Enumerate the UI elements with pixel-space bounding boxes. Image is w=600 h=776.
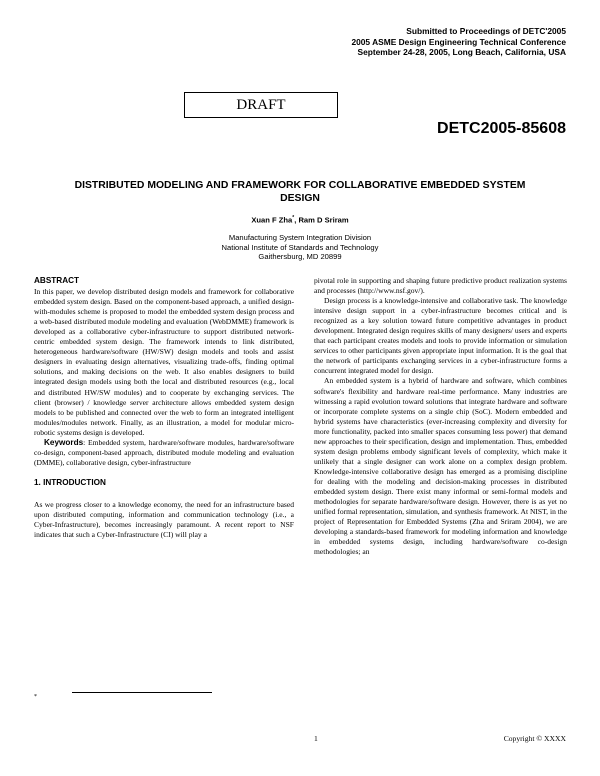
affiliation-line-1: Manufacturing System Integration Division (228, 233, 372, 242)
paper-id: DETC2005-85608 (437, 120, 566, 137)
intro-heading: 1. INTRODUCTION (34, 477, 106, 487)
conference-header (351, 26, 566, 58)
right-paragraph-1: pivotal role in supporting and shaping future predictive product realization systems and processes (http://www.nsf.gov/). (314, 276, 567, 296)
abstract-text: In this paper, we develop distributed design models and framework for collaborative embedded system design. Based on the component-based approach, a unified design-with-modules scheme is proposed to model the embedded system design process and a web-based distributed module modeling and evaluation (WebDMME) framework is developed as a collaborative cyber-infrastructure to support distributed network-centric embedded system design. The framework intends to link distributed, heterogeneous hardware/software (HW/SW) design models and tools and assist designers in evaluating design alternatives, visualizing trade-offs, finding optimal solutions, and making decisions on the web. It also enables designers to build integrated design models using both the local and distributed resources (e.g., local and distributed HW/SW modules) and to cooperate by exchanging services. The client (browser) / knowledge server architecture allows embedded system design models to be published and connected over the web to form an integrated intelligent modules/modules network. Finally, as an illustration, a model for modular micro-robotic systems design is developed. (34, 287, 294, 437)
conference-header-line-1: Submitted to Proceedings of DETC'2005 (406, 26, 566, 36)
draft-box: DRAFT (184, 92, 338, 118)
paper-title: DISTRIBUTED MODELING AND FRAMEWORK FOR COLLABORATIVE EMBEDDED SYSTEM DESIGN (74, 180, 526, 204)
conference-header-line-2: 2005 ASME Design Engineering Technical Conference (351, 36, 566, 47)
author-rest: , Ram D Sriram (294, 215, 349, 225)
right-paragraph-2: Design process is a knowledge-intensive and collaborative task. The knowledge intensive design support in a cyber-infrastructure becomes critical and is recognized as a key solution toward future competitive advantages in product development. Integrated design requires skills of many designers/ users and experts that each participant creates models and tools to provide information or simulation services to other participants given appropriate input information. It is the goal that the network of participants exchanging services in a cyber-infrastructure forms a concurrent integrated model for design. (314, 296, 567, 376)
footnote-mark: * (34, 694, 37, 700)
author-footnote-mark: * (292, 215, 295, 221)
abstract-heading: ABSTRACT (34, 276, 80, 285)
copyright-notice: Copyright © XXXX (503, 734, 566, 743)
keywords-text: : Embedded system, hardware/software modules, hardware/software co-design, component-based approach, distributed module modeling and evaluation (DMME), collaborative design, cyber-infrastructure (34, 437, 294, 467)
conference-header-line-3: September 24-28, 2005, Long Beach, California, USA (357, 47, 566, 58)
right-column (314, 276, 567, 557)
left-column (34, 276, 294, 540)
keywords-label: Keywords (44, 437, 84, 447)
right-paragraph-3: An embedded system is a hybrid of hardware and software, which combines software's flexibility and hardware real-time performance. Many industries are witnessing a rapid evolution toward solutions that integrate hardware and software or incorporate complete systems on a single chip (SoC). Modern embedded and hybrid systems have characteristics (ever-increasing complexity and diversity for more functionality, packed into smaller spaces consuming less power) that demand new approaches to their specification, design and implementation. Thus, embedded system design problems embody significant levels of complexity, which make it unlikely that a single designer can work alone on a complex design problem. Knowledge-intensive collaborative design has emerged as a promising discipline for dealing with the modeling and decision-making processes in distributed embedded system design. There exist many informal or semi-formal models and methodologies for separate hardware/software design. However, there is as yet no unified formal representation, simulation, and synthesis framework. At NIST, in the project of Representation for Embedded Systems (Zha and Sriram 2004), we are developing a standards-based framework for modeling information and knowledge in embedded systems design, including hardware/software co-design methodologies; an (314, 376, 567, 557)
author-first: Xuan F Zha (251, 215, 293, 225)
affiliation (0, 233, 600, 262)
footnote-divider (72, 692, 212, 693)
intro-paragraph-1: As we progress closer to a knowledge economy, the need for an infrastructure based upon distributed computing, information and communication technology (i.e., a Cyber-Infrastructure), becomes increasingly paramount. A recent report to NSF indicates that such a Cyber-Infrastructure (CI) will play a (34, 499, 294, 540)
authors (0, 215, 600, 225)
page-number: 1 (314, 734, 318, 743)
affiliation-line-2: National Institute of Standards and Technology (221, 242, 379, 252)
keywords (34, 438, 294, 468)
affiliation-line-3: Gaithersburg, MD 20899 (258, 252, 342, 262)
